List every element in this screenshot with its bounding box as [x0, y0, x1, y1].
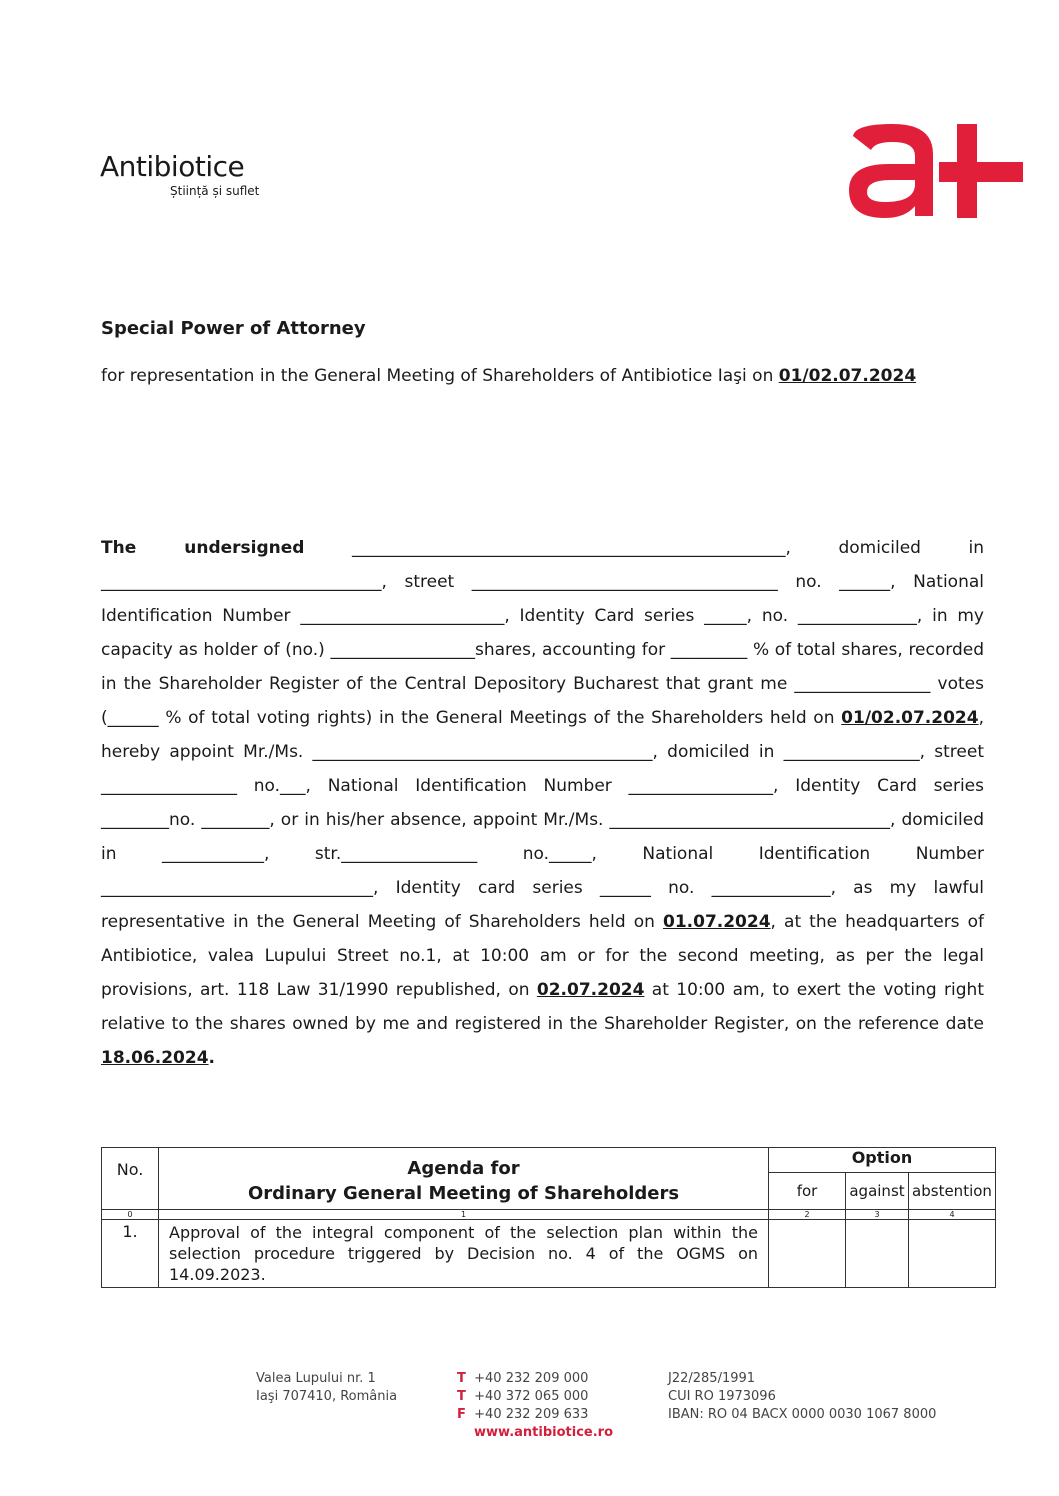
agenda-table — [101, 1147, 996, 1288]
table-row — [102, 1220, 996, 1288]
col-abstention-header: abstention — [909, 1173, 996, 1210]
fax-number: +40 232 209 633 — [474, 1407, 589, 1422]
document-subtitle — [101, 366, 916, 386]
meeting-date: 01/02.07.2024 — [778, 366, 917, 386]
col-option-header: Option — [769, 1148, 996, 1173]
body-date-2: 01.07.2024 — [663, 912, 771, 932]
undersigned-lead: The undersigned — [101, 538, 305, 558]
agenda-line-1: Agenda for — [407, 1158, 520, 1179]
footer-registration — [668, 1370, 936, 1424]
col-for-header: for — [769, 1173, 846, 1210]
body-part-2: , hereby appoint Mr./Ms. ________________________________________, domiciled in ________________, street ________________ no.___, National Identification Number _________________, Identity Card series ________no. ________, or in his/her absence, appoint Mr./Ms. _________________________________, domiciled in ____________, str.________________ no._____, National Identification Number ________________________________, Identity card series ______ no. ______________, as my lawful representative in the General Meeting of Shareholders held on — [101, 708, 984, 932]
vote-for-cell[interactable] — [769, 1220, 846, 1288]
col-against-header: against — [846, 1173, 909, 1210]
footer-contacts — [457, 1370, 613, 1442]
col-no-header: No. — [102, 1148, 159, 1210]
company-logo — [100, 152, 259, 198]
company-name: Antibiotice — [100, 150, 245, 183]
index-cell: 0 — [102, 1210, 159, 1220]
attorney-paragraph — [101, 531, 984, 1075]
iban-number: IBAN: RO 04 BACX 0000 0030 1067 8000 — [668, 1407, 937, 1422]
registration-number: J22/285/1991 — [668, 1371, 756, 1386]
body-date-3: 02.07.2024 — [536, 980, 645, 1000]
body-part-3: , at the headquarters of Antibiotice, valea Lupului Street no.1, at 10:00 am or for the second meeting, as per the legal provisions, art. 118 Law 31/1990 republished, on — [101, 912, 985, 1000]
a-plus-logo — [845, 122, 1025, 224]
body-part-5: . — [208, 1048, 216, 1068]
attorney-body — [101, 531, 984, 1075]
website-link[interactable]: www.antibiotice.ro — [474, 1425, 614, 1440]
cui-number: CUI RO 1973096 — [668, 1389, 776, 1404]
body-date-4: 18.06.2024 — [101, 1048, 209, 1068]
index-cell: 3 — [846, 1210, 909, 1220]
body-part-1: ___________________________________________________, domiciled in _________________________________, street ____________________________________ no. ______, National Identification Number ________________________, Identity Card series _____, no. ______________, in my capacity as holder of (no.) _________________shares, accounting for _________ % of total shares, recorded in the Shareholder Register of the Central Depository Bucharest that grant me ________________ votes (______ % of total voting rights) in the General Meetings of the Shareholders held on — [101, 538, 984, 728]
footer-address — [256, 1370, 397, 1406]
footer-address-line-2: Iaşi 707410, România — [256, 1389, 398, 1404]
document-title: Special Power of Attorney — [101, 318, 366, 339]
phone-1: +40 232 209 000 — [474, 1371, 589, 1386]
body-date-1: 01/02.07.2024 — [841, 708, 979, 728]
fax-label: F — [457, 1407, 466, 1422]
subtitle-text: for representation in the General Meeting of Shareholders of Antibiotice Iaşi on — [101, 366, 779, 386]
body-part-4: at 10:00 am, to exert the voting right relative to the shares owned by me and registered in the Shareholder Register, on the reference date — [101, 980, 984, 1034]
footer-address-line-1: Valea Lupului nr. 1 — [256, 1371, 376, 1386]
row-agenda-text: Approval of the integral component of the selection plan within the selection procedure triggered by Decision no. 4 of the OGMS on 14.09.2023. — [159, 1220, 769, 1288]
table-header-row — [102, 1148, 996, 1173]
index-cell: 2 — [769, 1210, 846, 1220]
vote-abstention-cell[interactable] — [909, 1220, 996, 1288]
table-index-row — [102, 1210, 996, 1220]
index-cell: 1 — [159, 1210, 769, 1220]
col-agenda-header — [159, 1148, 769, 1210]
phone-label: T — [457, 1389, 466, 1404]
index-cell: 4 — [909, 1210, 996, 1220]
row-number: 1. — [102, 1220, 159, 1288]
vote-against-cell[interactable] — [846, 1220, 909, 1288]
phone-label: T — [457, 1371, 466, 1386]
company-tagline: Știință și suflet — [170, 184, 260, 198]
phone-2: +40 372 065 000 — [474, 1389, 589, 1404]
agenda-line-2: Ordinary General Meeting of Shareholders — [247, 1183, 680, 1204]
